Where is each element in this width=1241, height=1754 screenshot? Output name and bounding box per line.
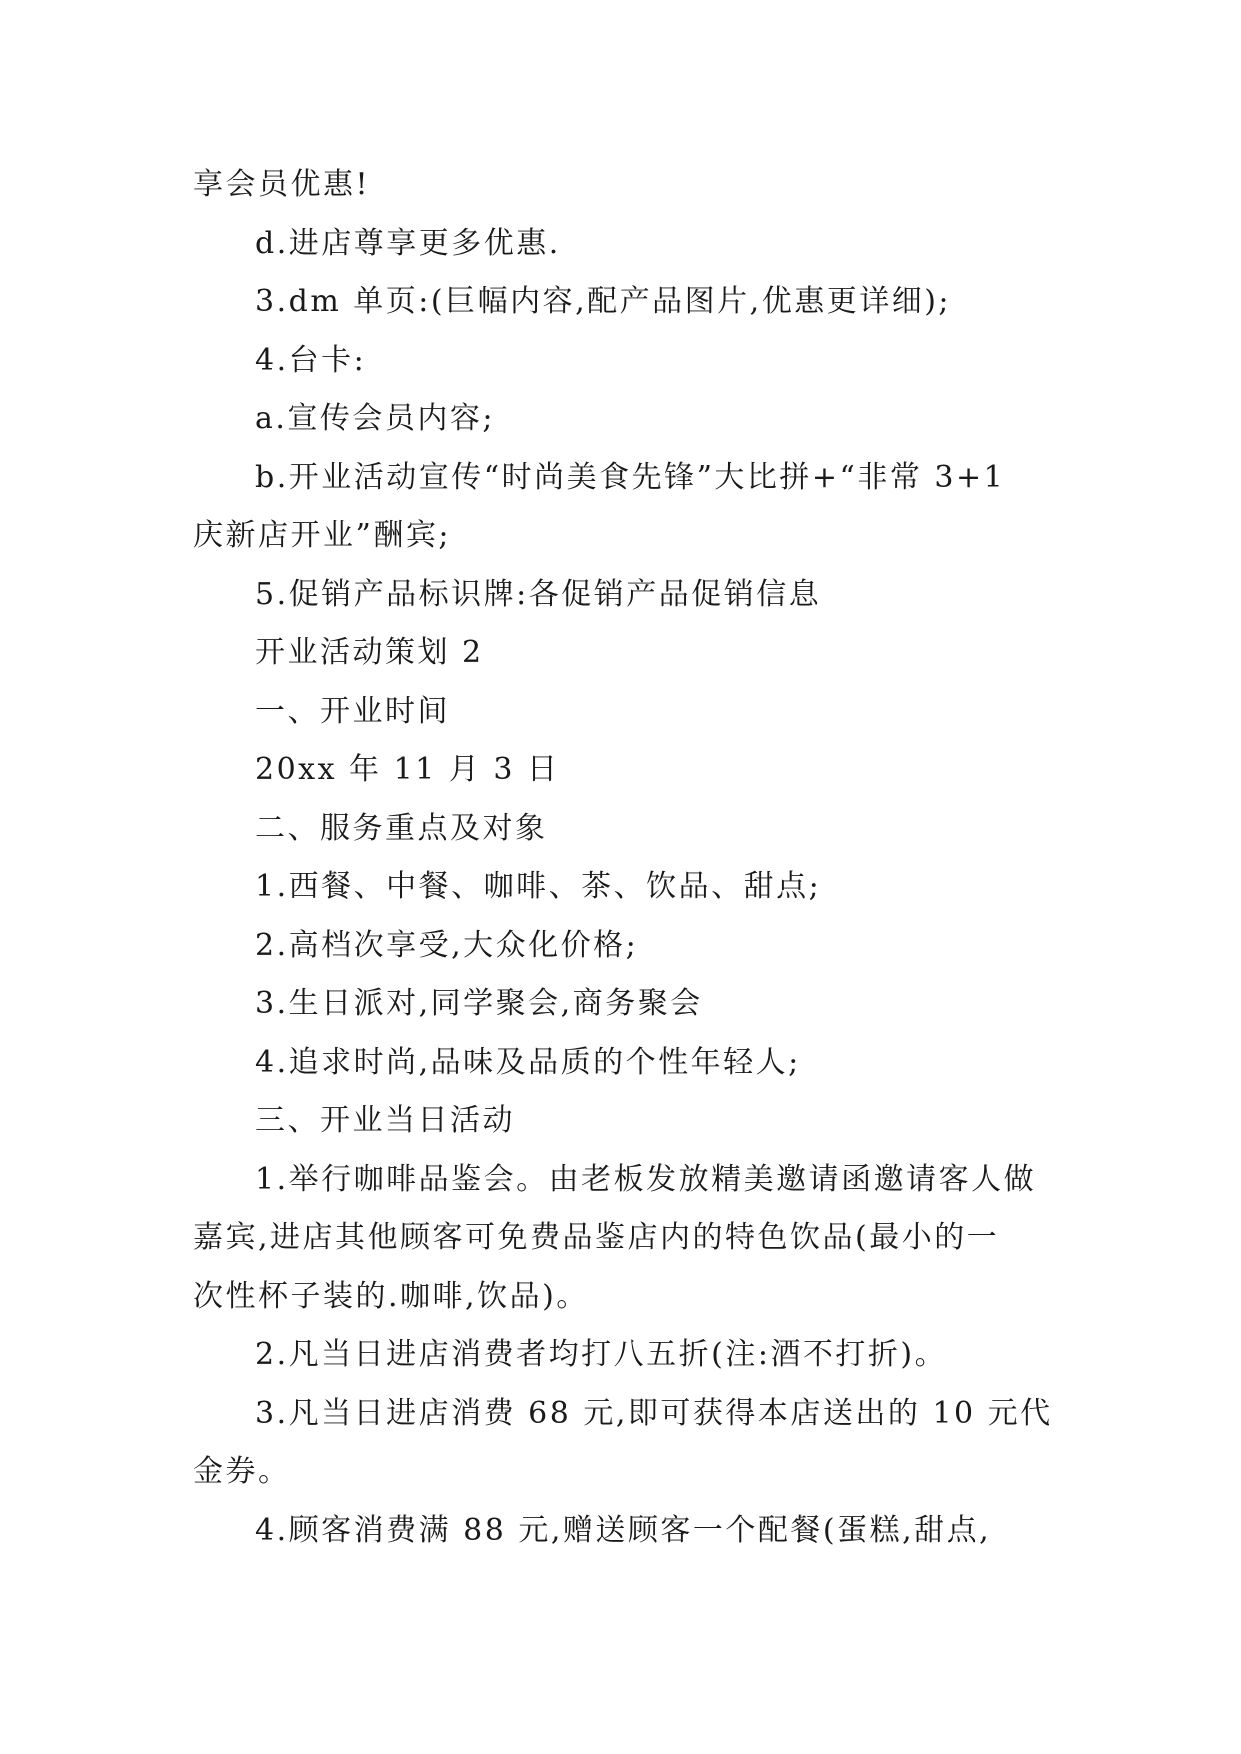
heading-opening-time: 一、开业时间 (255, 693, 450, 729)
text-line-7: 5.促销产品标识牌:各促销产品促销信息 (255, 576, 822, 612)
text-line-12: 1.西餐、中餐、咖啡、茶、饮品、甜点; (255, 869, 822, 904)
text-line-22: 金券。 (193, 1454, 291, 1489)
heading-opening-day-activities: 三、开业当日活动 (255, 1103, 515, 1138)
text-line-17: 1.举行咖啡品鉴会。由老板发放精美邀请函邀请客人做 (255, 1161, 1037, 1197)
document-body (193, 156, 1073, 1560)
text-line-3: 4.台卡: (255, 342, 367, 378)
text-line-0: 享会员优惠! (193, 167, 371, 202)
section-title: 开业活动策划 2 (255, 635, 484, 670)
text-line-14: 3.生日派对,同学聚会,商务聚会 (255, 986, 703, 1021)
text-line-15: 4.追求时尚,品味及品质的个性年轻人; (255, 1044, 801, 1080)
opening-date: 20xx 年 11 月 3 日 (255, 752, 560, 787)
text-line-19: 次性杯子装的.咖啡,饮品)。 (193, 1278, 589, 1314)
text-line-5: b.开业活动宣传“时尚美食先锋”大比拼+“非常 3+1 (255, 459, 1006, 495)
text-line-18: 嘉宾,进店其他顾客可免费品鉴店内的特色饮品(最小的一 (193, 1220, 1000, 1255)
text-line-21: 3.凡当日进店消费 68 元,即可获得本店送出的 10 元代 (255, 1395, 1053, 1431)
text-line-1: d.进店尊享更多优惠. (255, 225, 561, 261)
text-line-13: 2.高档次享受,大众化价格; (255, 927, 639, 963)
text-line-6: 庆新店开业”酬宾; (193, 518, 451, 553)
text-line-4: a.宣传会员内容; (255, 401, 496, 436)
text-line-23: 4.顾客消费满 88 元,赠送顾客一个配餐(蛋糕,甜点, (255, 1512, 992, 1548)
text-line-20: 2.凡当日进店消费者均打八五折(注:酒不打折)。 (255, 1337, 948, 1372)
text-line-2: 3.dm 单页:(巨幅内容,配产品图片,优惠更详细); (255, 284, 952, 319)
heading-service-focus: 二、服务重点及对象 (255, 810, 548, 846)
